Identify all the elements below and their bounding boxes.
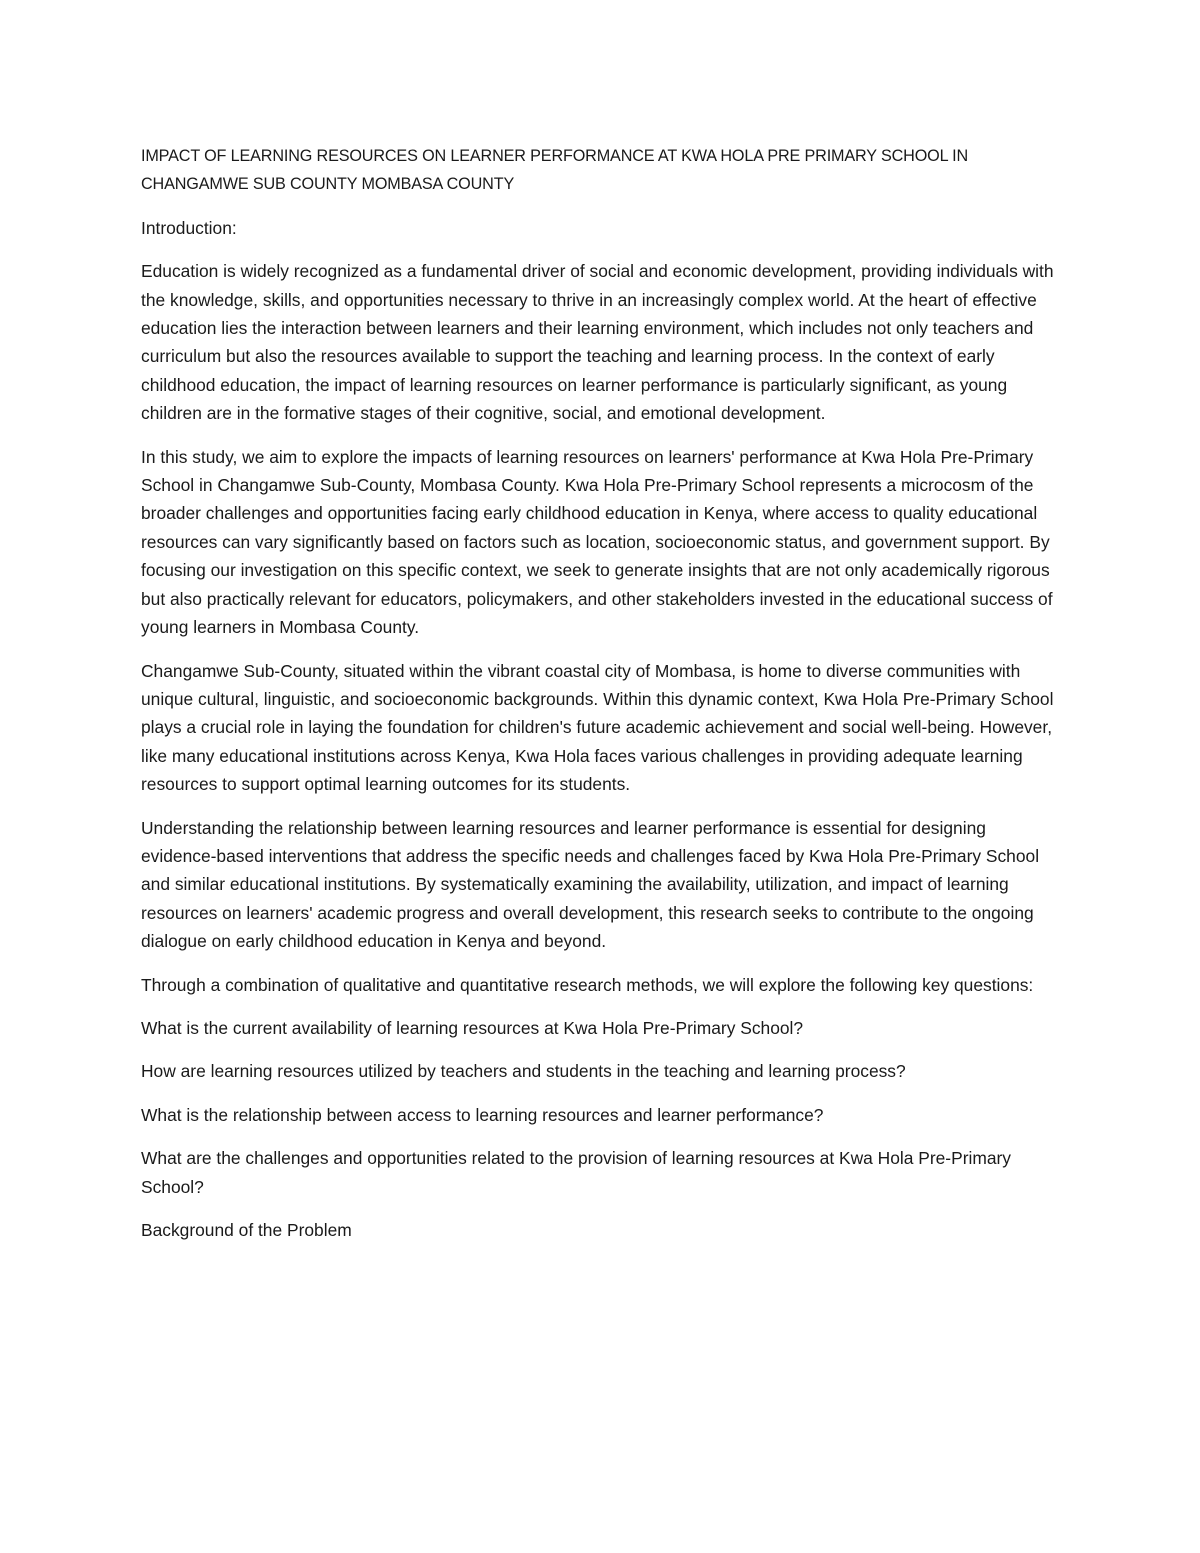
background-heading: Background of the Problem	[141, 1220, 352, 1240]
paragraph: Education is widely recognized as a fundamental driver of social and economic development, providing individuals with the knowledge, skills, and opportunities necessary to thrive in an increasingly complex world. At the heart of effective education lies the interaction between learners and their learning environment, which includes not only teachers and curriculum but also the resources available to support the teaching and learning process. In the context of early childhood education, the impact of learning resources on learner performance is particularly significant, as young children are in the formative stages of their cognitive, social, and emotional development.	[141, 261, 1054, 424]
paragraph: Changamwe Sub-County, situated within the vibrant coastal city of Mombasa, is home to diverse communities with unique cultural, linguistic, and socioeconomic backgrounds. Within this dynamic context, Kwa Hola Pre-Primary School plays a crucial role in laying the foundation for children's future academic achievement and social well-being. However, like many educational institutions across Kenya, Kwa Hola faces various challenges in providing adequate learning resources to support optimal learning outcomes for its students.	[141, 660, 1054, 795]
research-question: How are learning resources utilized by teachers and students in the teaching and learning process?	[141, 1061, 906, 1082]
paragraph: Understanding the relationship between learning resources and learner performance is essential for designing evidence-based interventions that address the specific needs and challenges faced by Kwa Hola Pre-Primary School and similar educational institutions. By systematically examining the availability, utilization, and impact of learning resources on learners' academic progress and overall development, this research seeks to contribute to the ongoing dialogue on early childhood education in Kenya and beyond.	[141, 817, 1040, 952]
research-question: What is the current availability of learning resources at Kwa Hola Pre-Primary School?	[141, 1017, 804, 1038]
research-question: What is the relationship between access to learning resources and learner performance?	[141, 1104, 824, 1125]
paragraph: Through a combination of qualitative and quantitative research methods, we will explore the following key questions:	[141, 974, 1034, 995]
research-question: What are the challenges and opportunities related to the provision of learning resources at Kwa Hola Pre-Primary School?	[141, 1148, 1011, 1197]
document-title: IMPACT OF LEARNING RESOURCES ON LEARNER PERFORMANCE AT KWA HOLA PRE PRIMARY SCHOOL IN CHANGAMWE SUB COUNTY MOMBASA COUNTY	[141, 147, 969, 194]
document-body	[141, 142, 1061, 1259]
introduction-heading: Introduction:	[141, 217, 237, 238]
paragraph: In this study, we aim to explore the impacts of learning resources on learners' performance at Kwa Hola Pre-Primary School in Changamwe Sub-County, Mombasa County. Kwa Hola Pre-Primary School represents a microcosm of the broader challenges and opportunities facing early childhood education in Kenya, where access to quality educational resources can vary significantly based on factors such as location, socioeconomic status, and government support. By focusing our investigation on this specific context, we seek to generate insights that are not only academically rigorous but also practically relevant for educators, policymakers, and other stakeholders invested in the educational success of young learners in Mombasa County.	[141, 446, 1053, 638]
